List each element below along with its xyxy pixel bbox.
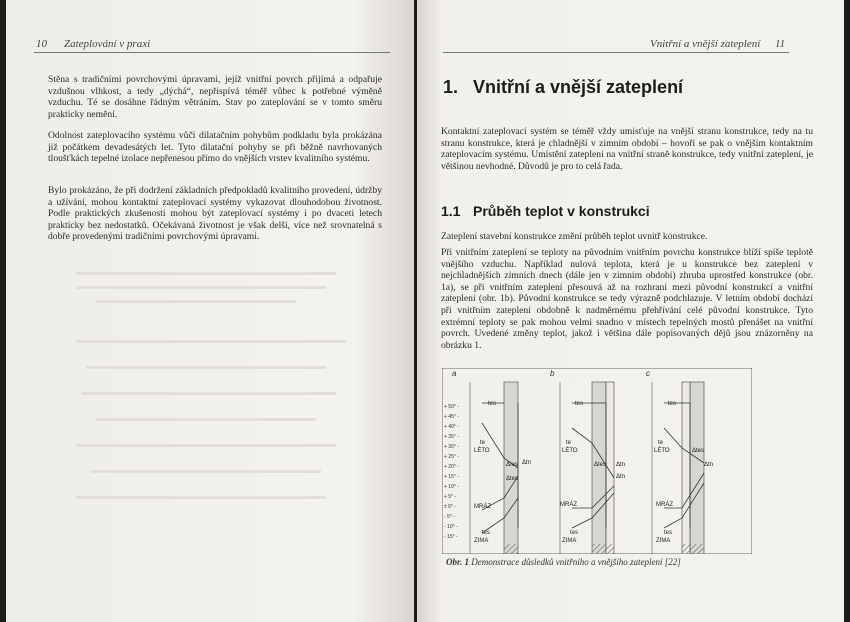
label-delta-tn-small: Δtn [616,474,626,480]
axis-tick: + 10° - [444,484,459,490]
label-tes-winter: tes [482,530,491,536]
label-leto: LÉTO [562,448,578,454]
axis-tick: - 5° - [444,514,455,520]
label-tes: tes [668,401,677,407]
axis-tick: + 50° - [444,404,459,410]
right-page-number: 11 [775,38,786,50]
panel-b [560,382,625,554]
right-header-rule [443,52,789,53]
caption-text: Demonstrace důsledků vnitřního a vnějšího zateplení [22] [471,557,681,567]
insulation-b [606,382,614,554]
label-te: te [566,440,572,446]
axis-tick: + 20° - [444,464,459,470]
label-te: te [480,440,486,446]
label-delta-tes: Δtes [692,448,705,454]
label-tes-winter: tes [570,530,579,536]
label-tes: tes [488,401,497,407]
panel-label-b: b [550,369,555,378]
temperature-diagram-svg [442,368,752,554]
left-header-rule [34,52,390,53]
label-mraz: MRÁZ [474,504,491,510]
panel-label-c: c [646,369,650,378]
axis-tick: - 10° - [444,524,458,530]
left-page [6,0,414,622]
label-tes: tes [575,401,584,407]
label-delta-tn: Δtn [522,460,532,466]
label-delta-tes: Δtes [594,462,607,468]
section-title: Průběh teplot v konstrukci [473,203,650,219]
label-mraz: MRÁZ [656,502,673,508]
label-leto: LÉTO [474,448,490,454]
axis-tick: + 40° - [444,424,459,430]
figure-temperature-diagram [442,368,752,554]
wall-hatch [592,544,614,554]
chapter-title: Vnitřní a vnější zateplení [473,77,684,97]
label-delta-tes: Δtes [506,462,519,468]
section-paragraph-2: Při vnitřním zateplení se teploty na původním vnitřním povrchu konstrukce blíží spíše teplotě vnějšího vzduchu. Například nulová teplota, která je u konstrukce bez zateplení v nejchladnějších zimních dnech (dále jen v zimním období) zhruba uprostřed konstrukce (obr. 1a), se při vnitřním zateplení přesouvá až na rozhraní mezi původní konstrukcí a vnitřní zateplení (obr. 1b). Původní konstrukce se tedy výrazně podchlazuje. V letním období dochází při vnitřním zateplení obdobně k nadměrnému přehřívání celé původní konstrukce. Tyto extrémní teploty se pak mohou velmi snadno v místech tepelných mostů přenášet na vnitřní povrch. Uvedené změny teplot, jakož i většina dále popisovaných dějů jsou znázorněny na obrázku 1. [441,247,813,351]
panel-c [652,382,713,554]
label-zima: ZIMA [562,538,577,544]
axis-tick: + 5° - [444,494,457,500]
axis-tick: ± 0° - [444,504,456,510]
temperature-axis [444,404,459,540]
axis-tick: + 25° - [444,454,459,460]
figure-caption [446,557,806,567]
left-page-number: 10 [36,38,47,50]
panel-label-a: a [452,369,457,378]
label-zima: ZIMA [474,538,489,544]
section-number: 1.1 [441,203,461,219]
label-delta-tn: Δtn [704,462,714,468]
axis-tick: + 15° - [444,474,459,480]
axis-tick: - 15° - [444,534,458,540]
section-paragraph-1: Zateplení stavební konstrukce změní průběh teplot uvnitř konstrukce. [441,231,708,242]
left-paragraph-1: Stěna s tradičními povrchovými úpravami, jejíž vnitřní povrch přijímá a odpařuje vzdušnou vlhkost, a tedy „dýchá“, nepřispívá téměř vůbec k potřebné výměně vzduchu. Té se dosáhne řádným větráním. Stav po zateplování se v tomto směru prakticky nemění. [48,74,382,120]
axis-tick: + 45° - [444,414,459,420]
wall-a [504,382,518,554]
label-tes-winter: tes [664,530,673,536]
insulation-c [682,382,690,554]
wall-b [592,382,606,554]
label-delta-tes-small: Δtes [506,476,519,482]
wall-c [690,382,704,554]
left-running-header: Zateplování v praxi [64,38,151,50]
wall-hatch [682,544,704,554]
panel-a [470,382,531,554]
label-zima: ZIMA [656,538,671,544]
label-mraz: MRÁZ [560,502,577,508]
axis-tick: + 35° - [444,434,459,440]
label-leto: LÉTO [654,448,670,454]
left-paragraph-3: Bylo prokázáno, že při dodržení základních předpokladů kvalitního provedení, údržby a užívání, mohou kontaktní zateplovací systémy vykazovat dlouhodobou životnost. Podle praktických zkušeností mohou být zateplovací systémy i po dvaceti letech prakticky bez nedostatků. Očekávaná životnost je však delší, více než srovnatelná s dobře provedenými tradičními povrchovými úpravami. [48,185,382,243]
chapter-number: 1. [443,77,459,97]
axis-tick: + 30° - [444,444,459,450]
label-delta-tn: Δtn [616,462,626,468]
right-running-header: Vnitřní a vnější zateplení [650,38,761,50]
label-te: te [658,440,664,446]
intro-paragraph: Kontaktní zateplovací systém se téměř vždy umisťuje na vnější stranu konstrukce, tedy na tu stranu konstrukce, která je chladnější v zimním období – hovoří se pak o vnějším kontaktním zateplovacím systému. Umístění zateplení na vnitřní straně konstrukce, tedy vnitřní zateplení, je většinou nevhodné. Důvodů je pro to celá řada. [441,126,813,172]
left-paragraph-2: Odolnost zateplovacího systému vůči dilatačním pohybům podkladu byla prokázána již počátkem devadesátých let. Tyto dilatační pohyby se při běžně navrhovaných tloušťkách tepelné izolace nepřenesou přímo do vnějších vrstev kvalitního systému. [48,130,382,165]
caption-prefix: Obr. 1 [446,557,470,567]
wall-hatch [504,544,518,554]
